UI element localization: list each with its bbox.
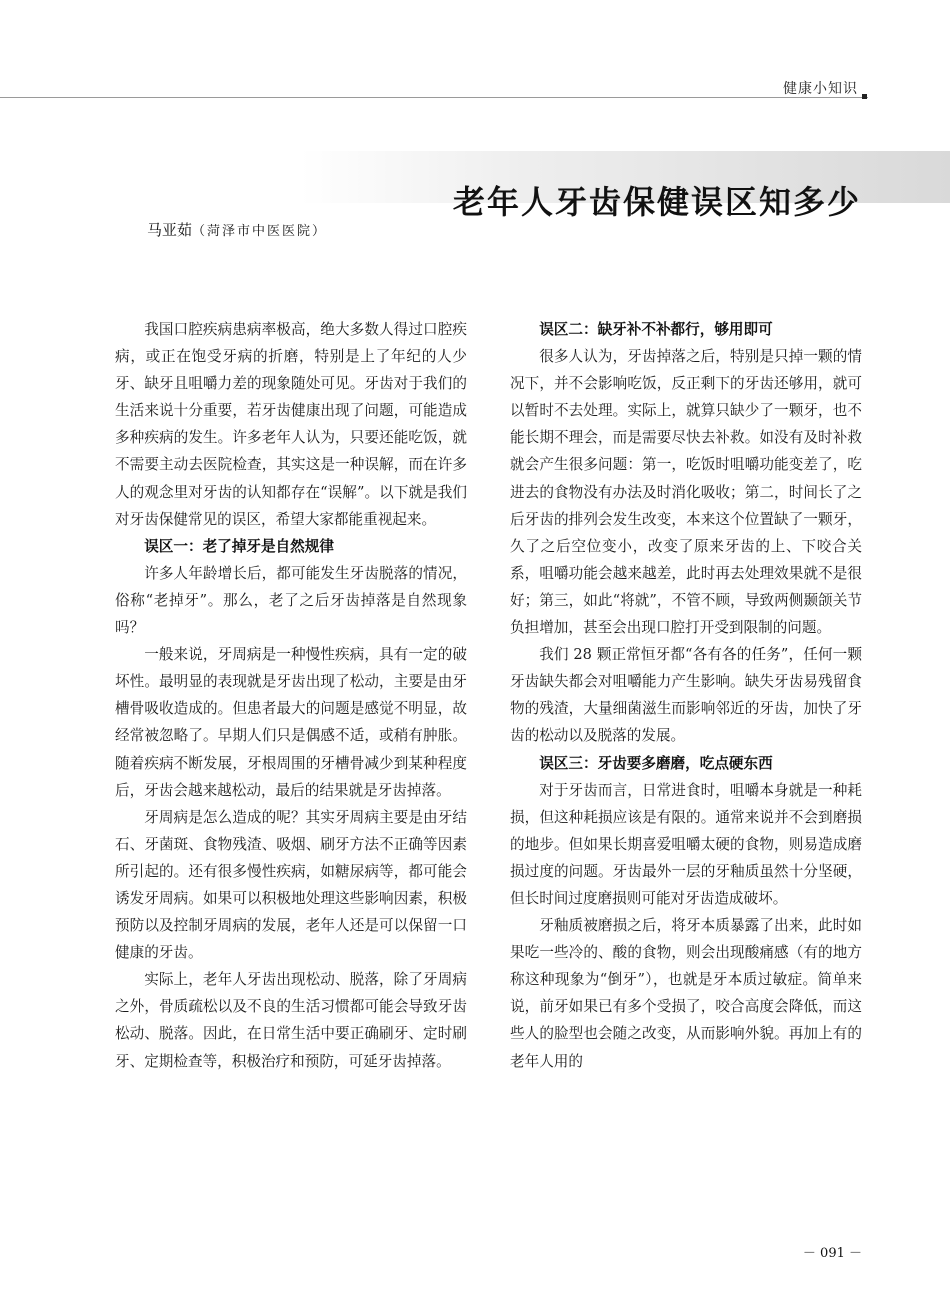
header-rule <box>0 97 868 98</box>
paragraph: 牙釉质被磨损之后，将牙本质暴露了出来，此时如果吃一些冷的、酸的食物，则会出现酸痛感（有的地方称这种现象为“倒牙”），也就是牙本质过敏症。简单来说，前牙如果已有多个受损了，咬合高度会降低，而这些人的脸型也会随之改变，从而影响外貌。再加上有的老年人用的 <box>510 917 862 1070</box>
section-marker-icon <box>862 94 867 99</box>
author-name: 马亚茹 <box>147 221 193 239</box>
article-title: 老年人牙齿保健误区知多少 <box>452 183 861 222</box>
paragraph: 一般来说，牙周病是一种慢性疾病，具有一定的破坏性。最明显的表现就是牙齿出现了松动，主要是由牙槽骨吸收造成的。但患者最大的问题是感觉不明显，故经常被忽略了。早期人们只是偶感不适，或稍有肿胀。随着疾病不断发展，牙根周围的牙槽骨减少到某种程度后，牙齿会越来越松动，最后的结果就是牙齿掉落。 <box>115 646 467 799</box>
paragraph: 很多人认为，牙齿掉落之后，特别是只掉一颗的情况下，并不会影响吃饭，反正剩下的牙齿还够用，就可以暂时不去处理。实际上，就算只缺少了一颗牙，也不能长期不理会，而是需要尽快去补救。如没有及时补救就会产生很多问题：第一，吃饭时咀嚼功能变差了，吃进去的食物没有办法及时消化吸收；第二，时间长了之后牙齿的排列会发生改变，本来这个位置缺了一颗牙，久了之后空位变小，改变了原来牙齿的上、下咬合关系，咀嚼功能会越来越差，此时再去处理效果就不是很好；第三，如此“将就”，不管不顾，导致两侧颞颌关节负担增加，甚至会出现口腔打开受到限制的问题。 <box>510 348 862 637</box>
page-number: － 091 － <box>802 1246 862 1261</box>
left-column <box>115 316 467 1075</box>
right-column <box>510 316 862 1075</box>
paragraph: 牙周病是怎么造成的呢？其实牙周病主要是由牙结石、牙菌斑、食物残渣、吸烟、刷牙方法不正确等因素所引起的。还有很多慢性疾病，如糖尿病等，都可能会诱发牙周病。如果可以积极地处理这些影响因素，积极预防以及控制牙周病的发展，老年人还是可以保留一口健康的牙齿。 <box>115 808 467 962</box>
paragraph: 我国口腔疾病患病率极高，绝大多数人得过口腔疾病，或正在饱受牙病的折磨，特别是上了年纪的人少牙、缺牙且咀嚼力差的现象随处可见。牙齿对于我们的生活来说十分重要，若牙齿健康出现了问题，可能造成多种疾病的发生。许多老年人认为，只要还能吃饭，就不需要主动去医院检查，其实这是一种误解，而在许多人的观念里对牙齿的认知都存在“误解”。以下就是我们对牙齿保健常见的误区，希望大家都能重视起来。 <box>115 321 467 528</box>
paragraph: 实际上，老年人牙齿出现松动、脱落，除了牙周病之外，骨质疏松以及不良的生活习惯都可能会导致牙齿松动、脱落。因此，在日常生活中要正确刷牙、定时刷牙、定期检查等，积极治疗和预防，可延牙齿掉落。 <box>115 971 467 1070</box>
subheading: 误区二：缺牙补不补都行，够用即可 <box>539 321 773 338</box>
subheading: 误区三：牙齿要多磨磨，吃点硬东西 <box>539 754 773 772</box>
paragraph: 我们 28 颗正常恒牙都“各有各的任务”，任何一颗牙齿缺失都会对咀嚼能力产生影响。缺失牙齿易残留食物的残渣，大量细菌滋生而影响邻近的牙齿，加快了牙齿的松动以及脱落的发展。 <box>510 646 862 745</box>
paragraph: 许多人年龄增长后，都可能发生牙齿脱落的情况，俗称“老掉牙”。那么，老了之后牙齿掉落是自然现象吗？ <box>115 564 467 637</box>
byline <box>147 219 327 240</box>
subheading: 误区一：老了掉牙是自然规律 <box>144 537 334 555</box>
section-label: 健康小知识 <box>783 81 858 97</box>
paragraph: 对于牙齿而言，日常进食时，咀嚼本身就是一种耗损，但这种耗损应该是有限的。通常来说并不会到磨损的地步。但如果长期喜爱咀嚼太硬的食物，则易造成磨损过度的问题。牙齿最外一层的牙釉质虽然十分坚硬，但长时间过度磨损则可能对牙齿造成破坏。 <box>510 781 862 907</box>
author-affiliation: （菏泽市中医医院） <box>192 224 328 239</box>
